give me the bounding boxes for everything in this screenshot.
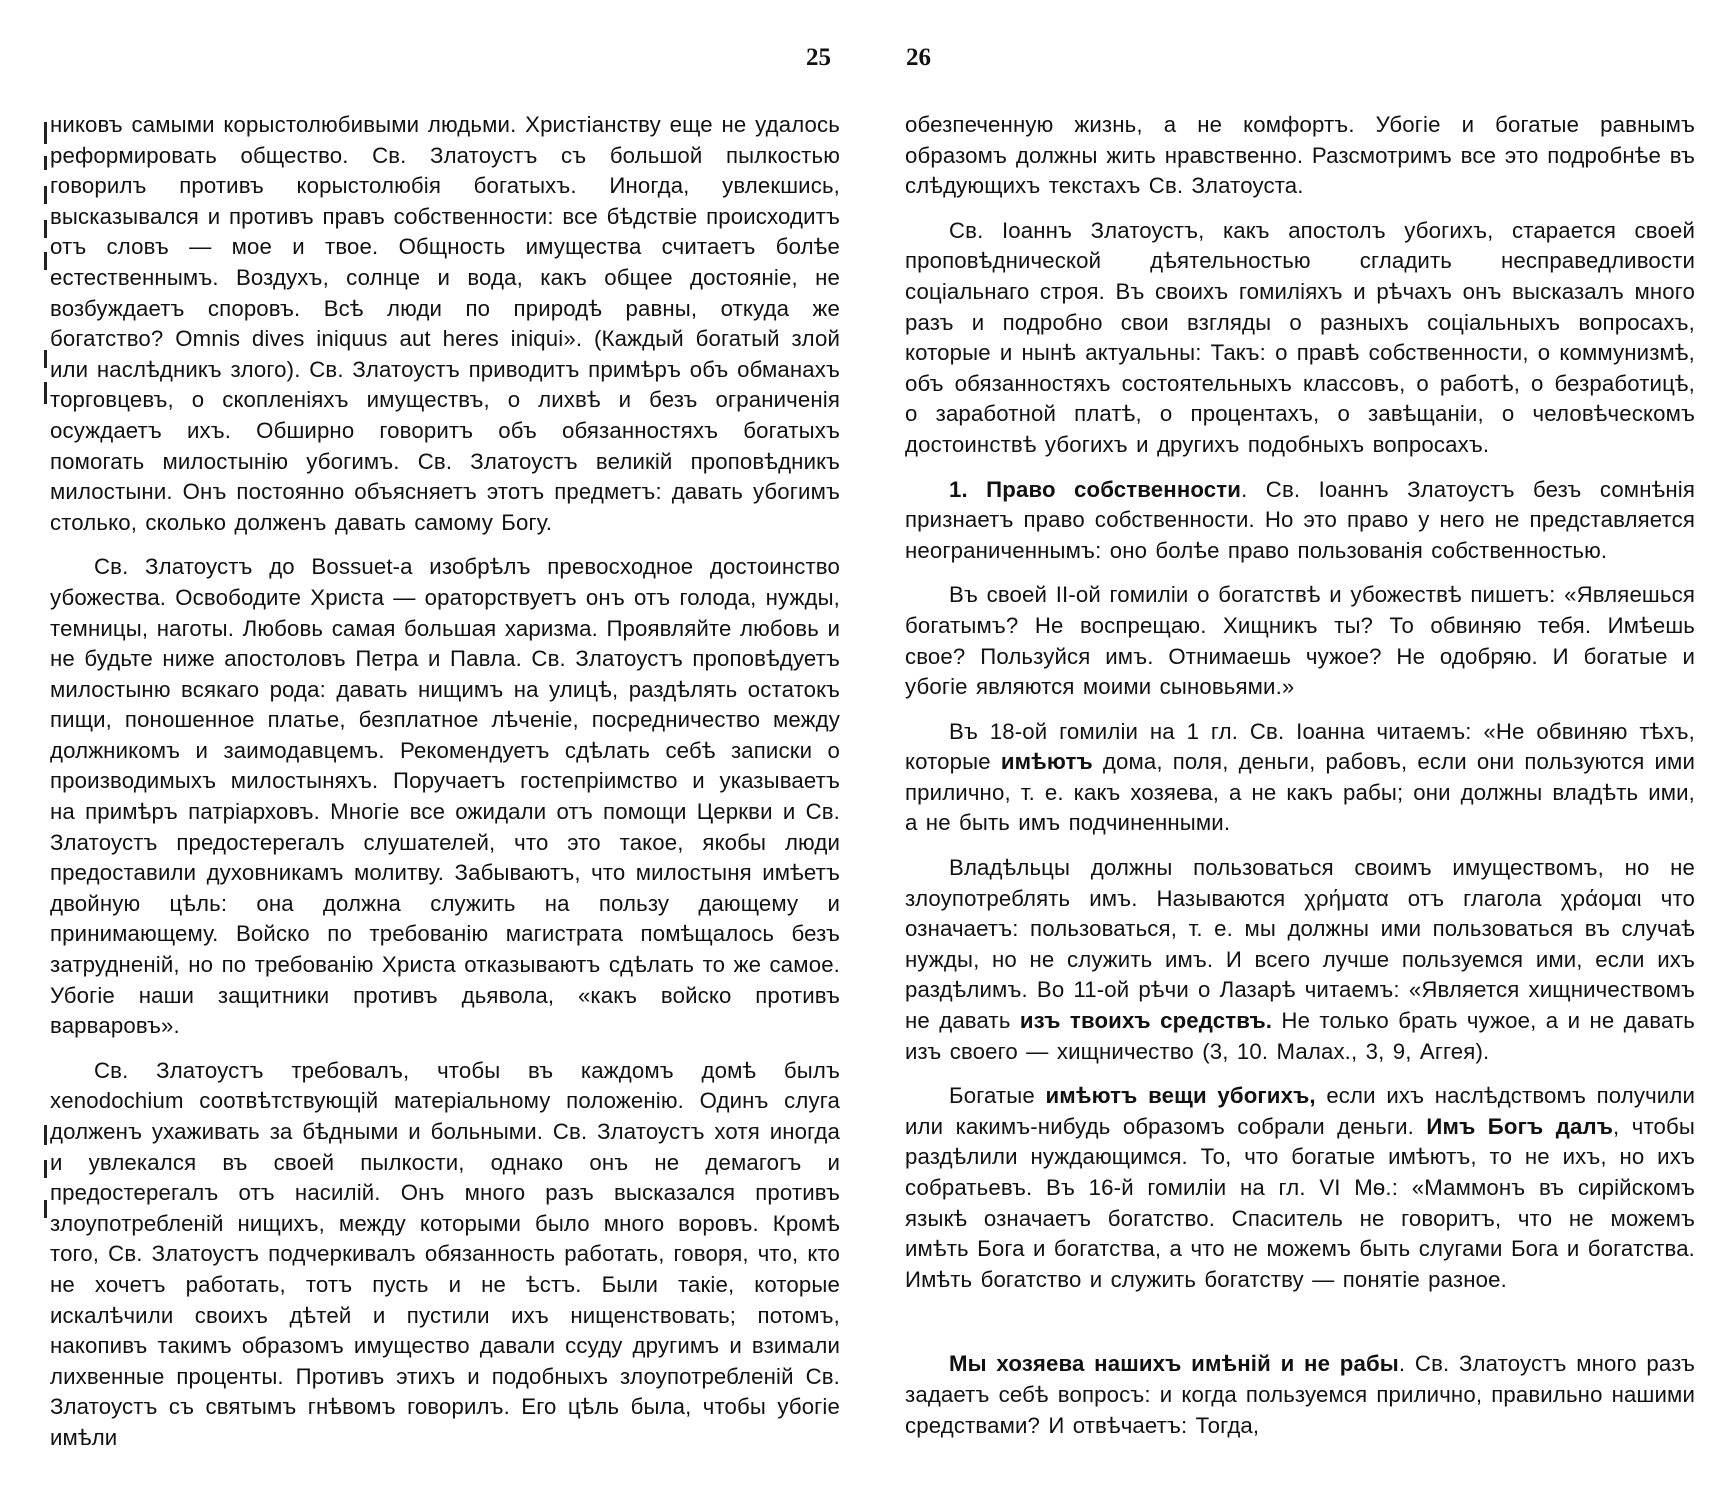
text-run: если ихъ наслѣдствомъ получили или какимъ-нибудь образомъ собрали деньги. xyxy=(905,1083,1695,1139)
bold-text: 1. Право собственности xyxy=(949,476,1242,502)
paragraph xyxy=(905,580,1695,702)
paragraph xyxy=(50,1056,840,1454)
text-run: Св. Златоустъ до Bossuet-а изобрѣлъ превосходное достоинство убожества. Освободите Христа — ораторствуетъ онъ отъ голода, нужды, темницы, наготы. Любовь самая большая харизма. Проявляйте любовь и не будьте ниже апостоловъ Петра и Павла. Св. Златоустъ проповѣдуетъ милостыню всякаго рода: давать нищимъ на улицѣ, раздѣлять остатокъ пищи, поношенное платье, безплатное лѣченіе, посредничество между должникомъ и заимодавцемъ. Рекомендуетъ сдѣлать себѣ записки о производимыхъ милостыняхъ. Поручаетъ гостепріимство и указываетъ на примѣръ патріарховъ. Многіе все ожидали отъ помощи Церкви и Св. Златоустъ предостерегалъ слушателей, что это такое, якобы люди предоставили духовникамъ молитву. Забываютъ, что милостыня имѣетъ двойную цѣль: она должна служить на пользу дающему и принимающему. Войско по требованію магистрата помѣщалось безъ затрудненій, но по требованію Христа отказываютъ сдѣлать то же самое. Убогіе наши защитники противъ дьявола, «какъ войско противъ варваровъ». xyxy=(50,554,840,1039)
text-run: Св. Іоаннъ Златоустъ, какъ апостолъ убогихъ, старается своей проповѣднической дѣятельностью сгладить несправедливости соціальнаго строя. Въ своихъ гомиліяхъ и рѣчахъ онъ высказалъ много разъ и подробно свои взгляды о разныхъ соціальныхъ вопросахъ, которые и нынѣ актуальны: Такъ: о правѣ собственности, о коммунизмѣ, объ обязанностяхъ состоятельныхъ классовъ, о работѣ, о безработицѣ, о заработной платѣ, о процентахъ, о завѣщаніи, о человѣческомъ достоинствѣ убогихъ и другихъ подобныхъ вопросахъ. xyxy=(905,217,1695,457)
text-run: обезпеченную жизнь, а не комфортъ. Убогіе и богатые равнымъ образомъ должны жить нравственно. Разсмотримъ все это подробнѣе въ слѣдующихъ текстахъ Св. Златоуста. xyxy=(905,112,1695,199)
paragraph xyxy=(905,1349,1695,1441)
text-run: Богатые xyxy=(949,1083,1046,1109)
text-run: Св. Златоустъ требовалъ, чтобы въ каждомъ домѣ былъ xenodochium соотвѣтствующій матеріальному положенію. Одинъ слуга долженъ ухаживать за бѣдными и больными. Св. Златоустъ хотя иногда и увлекался въ своей пылкости, однако онъ не демагогъ и предостерегалъ отъ насилій. Онъ много разъ высказался противъ злоупотребленій нищихъ, между которыми было много воровъ. Кромѣ того, Св. Златоустъ подчеркивалъ обязанность работать, говоря, что, кто не хочетъ работать, тотъ пусть и не ѣстъ. Были такіе, которые искалѣчили своихъ дѣтей и пустили ихъ нищенствовать; потомъ, накопивъ такимъ образомъ имущество давали ссуду другимъ и взимали лихвенные проценты. Противъ этихъ и подобныхъ злоупотребленій Св. Златоустъ съ святымъ гнѣвомъ говорилъ. Его цѣль была, чтобы убогіе имѣли xyxy=(50,1057,840,1450)
paragraph-spacer xyxy=(905,1309,1695,1349)
paragraph xyxy=(50,110,840,538)
right-page-column xyxy=(905,110,1695,1485)
text-run: никовъ самыми корыстолюбивыми людьми. Христіанству еще не удалось реформировать общество. Св. Златоустъ съ большой пылкостью говорилъ противъ корыстолюбія богатыхъ. Иногда, увлекшись, высказывался и противъ правъ собственности: все бѣдствіе происходитъ отъ словъ — мое и твое. Общность имущества считаетъ болѣе естественнымъ. Воздухъ, солнце и вода, какъ общее достояніе, не возбуждаетъ споровъ. Всѣ люди по природѣ равны, откуда же богатство? Omnis dives iniquus aut heres iniqui». (Каждый богатый злой или наслѣдникъ злого). Св. Златоустъ приводитъ примѣръ объ обманахъ торговцевъ, о скопленіяхъ имуществъ, о лихвѣ и безъ ограниченія осуждаетъ ихъ. Обширно говоритъ объ обязанностяхъ богатыхъ помогать милостынію убогимъ. Св. Златоустъ великій проповѣдникъ милостыни. Онъ постоянно объясняетъ этотъ предметъ: давать убогимъ столько, сколько долженъ давать самому Богу. xyxy=(50,112,840,535)
paragraph xyxy=(905,853,1695,1067)
bold-text: изъ твоихъ средствъ. xyxy=(1019,1008,1273,1034)
text-run: , чтобы раздѣлили нуждающимся. То, что богатые имѣютъ, то не ихъ, но ихъ собратьевъ. Въ 16-й гомиліи на гл. VI Мѳ.: «Маммонъ въ сирійскомъ языкѣ означаетъ богатство. Спаситель не говоритъ, что не можемъ имѣть Бога и богатства, а что не можемъ быть слугами Бога и богатства. Имѣть богатство и служить богатству — понятіе разное. xyxy=(905,1113,1695,1292)
paragraph xyxy=(50,552,840,1042)
bold-text: Имъ Богъ далъ xyxy=(1426,1113,1614,1139)
text-run: Въ своей II-ой гомиліи о богатствѣ и убожествѣ пишетъ: «Являешься богатымъ? Не воспрещаю. Хищникъ ты? То обвиняю тебя. Имѣешь свое? Пользуйся имъ. Отнимаешь чужое? Не одобряю. И богатые и убогіе являются моими сыновьями.» xyxy=(905,582,1695,700)
paragraph xyxy=(905,216,1695,461)
paragraph xyxy=(905,717,1695,839)
bold-text: имѣютъ xyxy=(1000,749,1093,775)
paragraph xyxy=(905,475,1695,567)
bold-text: Мы хозяева нашихъ имѣній и не рабы xyxy=(949,1351,1399,1377)
text-run: Не только брать чужое, а и не давать изъ своего — хищничество (3, 10. Малах., 3, 9, Аггея). xyxy=(905,1008,1695,1064)
text-run: Въ 18-ой гомиліи на 1 гл. Св. Іоанна читаемъ: «Не обвиняю тѣхъ, которые xyxy=(905,718,1695,775)
paragraph xyxy=(905,1081,1695,1295)
text-run: . Св. Іоаннъ Златоустъ безъ сомнѣнія признаетъ право собственности. Но это право у него не представляется неограниченнымъ: оно болѣе право пользованія собственностью. xyxy=(905,476,1695,563)
text-run: . Св. Златоустъ много разъ задаетъ себѣ вопросъ: и когда пользуемся прилично, правильно нашими средствами? И отвѣчаетъ: Тогда, xyxy=(905,1351,1695,1438)
text-run: дома, поля, деньги, рабовъ, если они пользуются ими прилично, т. е. какъ хозяева, а не какъ рабы; они должны владѣть ими, а не быть имъ подчиненными. xyxy=(905,749,1695,836)
page-number-left: 25 xyxy=(806,44,831,71)
left-page-column xyxy=(50,110,840,1485)
bold-text: имѣютъ вещи убогихъ, xyxy=(1045,1083,1316,1109)
page-number-right: 26 xyxy=(906,44,931,71)
paragraph xyxy=(905,110,1695,202)
text-run: Владѣльцы должны пользоваться своимъ имуществомъ, но не злоупотреблять имъ. Называются χρήματα отъ глагола χράομαι что означаетъ: пользоваться, т. е. мы должны ими пользоваться въ случаѣ нужды, но не служить имъ. И всего лучше пользуемся ими, если ихъ раздѣлимъ. Во 11-ой рѣчи о Лазарѣ читаемъ: «Является хищничествомъ не давать xyxy=(905,855,1695,1034)
